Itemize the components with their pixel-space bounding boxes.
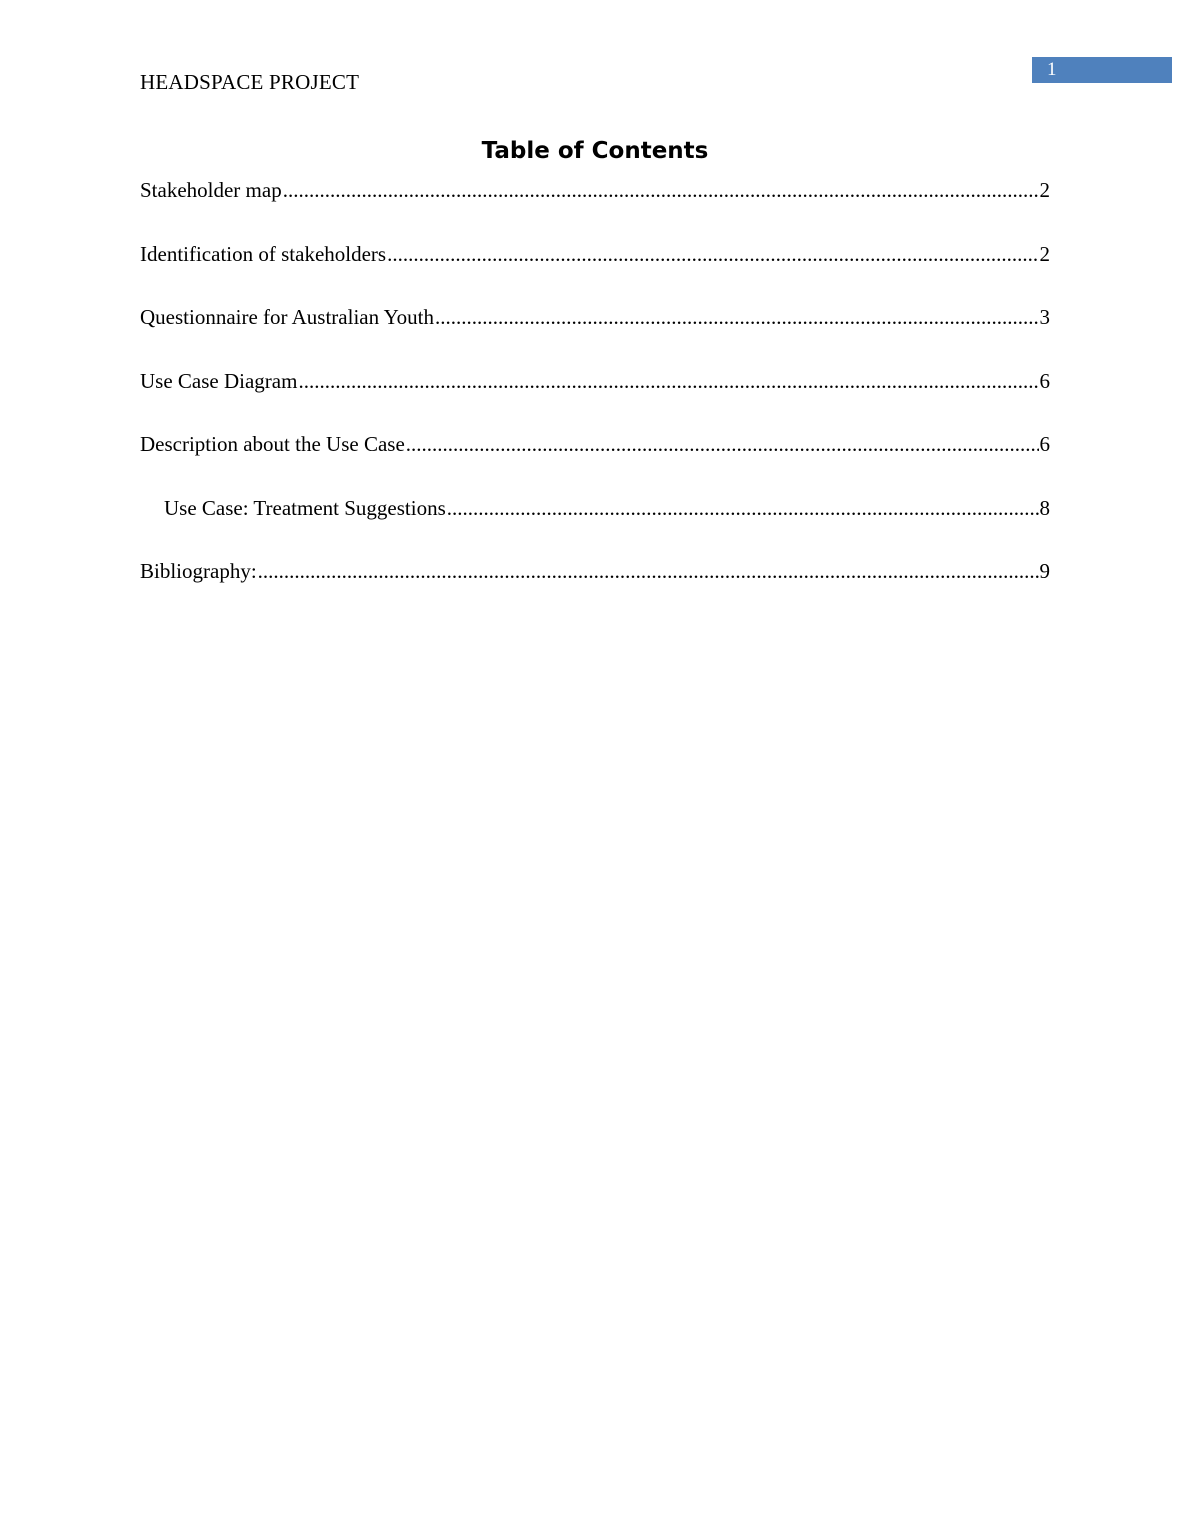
toc-entry-identification-of-stakeholders[interactable] [140,240,1050,304]
toc-dot-leader [298,367,1038,395]
toc-entry-text: Questionnaire for Australian Youth [140,305,434,329]
toc-dot-leader [283,176,1039,204]
toc-entry-text: Use Case: Treatment Suggestions [164,495,446,520]
toc-entry-use-case-diagram[interactable] [140,367,1050,431]
toc-dot-leader [435,303,1039,331]
toc-entry-use-case-description[interactable] [140,430,1050,494]
toc-dot-leader [447,494,1039,522]
toc-entry-text: Stakeholder map [140,178,282,202]
toc-entry-page: 3 [1039,305,1050,329]
toc-dot-leader [258,557,1039,585]
toc-entry-page: 6 [1039,432,1050,456]
toc-entry-text: Identification of stakeholders [140,241,387,266]
toc-entry-page: 9 [1039,559,1050,583]
toc-entry-page: 2 [1039,241,1050,266]
toc-entry-page: 6 [1039,368,1050,393]
toc-entry-text: Use Case Diagram [140,368,298,393]
toc-entry-text: Bibliography: [140,559,257,583]
toc-heading: Table of Contents [481,138,709,164]
running-header: HEADSPACE PROJECT [140,70,360,94]
toc-entry-page: 2 [1039,178,1050,202]
toc-entry-questionnaire[interactable] [140,303,1050,367]
toc-entry-treatment-suggestions[interactable] [140,494,1050,558]
toc-entry-stakeholder-map[interactable] [140,176,1050,240]
toc-dot-leader [406,430,1039,458]
toc-entry-page: 8 [1039,495,1050,520]
toc-entry-text: Description about the Use Case [140,432,405,456]
toc-dot-leader [387,240,1038,268]
toc-list [140,176,1050,621]
toc-entry-bibliography[interactable] [140,557,1050,621]
page-number-badge: 1 [1032,57,1172,83]
